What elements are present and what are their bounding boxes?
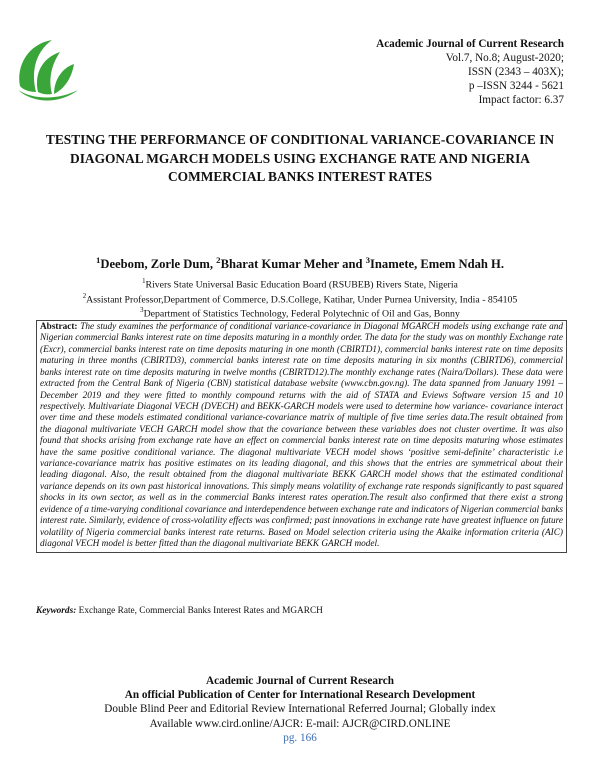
affiliation-3: $^3$Department of Statistics Technology, Federal Polytechnic of Oil and Gas, Bonny <box>140 307 460 320</box>
journal-volume: Vol.7, No.8; August-2020; <box>445 52 564 64</box>
journal-issn: ISSN (2343 – 403X); <box>467 66 564 78</box>
journal-pissn: p –ISSN 3244 - 5621 <box>468 80 564 92</box>
journal-info <box>376 37 564 107</box>
author-list: $^1$Deebom, Zorle Dum, $^2$Bharat Kumar Meher and $^3$Inamete, Emem Ndah H. <box>95 255 505 272</box>
journal-logo <box>14 34 84 104</box>
abstract-text: The study examines the performance of conditional variance-covariance in Diagonal MGARCH models using exchange rate and Nigerian commercial Banks interest rate on time deposits maturing in a monthly order. The data for the study was on monthly Exchange rate (Excr), commercial banks interest rate on time deposits maturing in one month (CBIRTD1), commercial banks interest rate on time deposits maturing in three months (CBIRTD3), commercial banks interest rate on time deposits maturing in six months (CBIRTD6), commercial banks interest rate on time deposits maturing in twelve months (CBIRTD12).The monthly exchange rates (Naira/Dollars). These data were extracted from the Central Bank of Nigeria (CBN) statistical database website (www.cbn.gov.ng). The data spanned from January 1991 – December 2019 and they were fitted to monthly compound returns with the aid of STATA and Eviews Software version 15 and 10 respectively. Multivariate Diagonal VECH (DVECH) and BEKK-GARCH models were used to determine how variance- covariance interact over time and these models estimated conditional variance-covariance matrix of multiple of five time series data.The result obtained from the diagonal multivariate VECH GARCH model show that the covariance between these variables does not cluster overtime. It was also found that shocks arising from exchange rate have an effect on commercial banks interest rate on time deposits maturing whose estimates have the same positive conditional variance. The diagonal multivariate VECH model shows ‘positive semi-definite’ characteristic i.e variance-covariance matrix has positive estimates on its leading diagonal, and this shows that the entries are symmetrical about their leading diagonal. Also, the result obtained from the diagonal multivariate BEKK GARCH model shows that the estimated conditional variance depends on its own past historical innovations. This simply means volatility of exchange rate responds significantly to past squared shocks in its own sector, as well as in the commercial Banks interest rates operation.The result also confirmed that there exist a strong evidence of a time-varying conditional covariance and interdependence between exchange rate and indicators of Nigerian commercial banks interest rate. Similarly, evidence of cross-volatility effects was confirmed; past innovations in exchange rate have greatest influence on future volatility of Nigeria commercial banks interest rate returns. Based on Model selection criteria using the Akaike information criteria (AIC) diagonal VECH model is better fitted than the diagonal multivariate BEKK GARCH model. <box>40 322 564 550</box>
affiliation-2: $^2$Assistant Professor,Department of Commerce, D.S.College, Katihar, Under Purnea University, India - 854105 <box>82 293 518 306</box>
footer-publisher: An official Publication of Center for International Research Development <box>124 689 476 702</box>
keywords-label: Keywords <box>36 606 74 616</box>
journal-impact-factor: Impact factor: 6.37 <box>478 94 564 106</box>
keywords-text: Exchange Rate, Commercial Banks Interest Rates and MGARCH <box>78 606 323 616</box>
author-1: Deebom, Zorle Dum, <box>100 257 217 272</box>
paper-title: TESTING THE PERFORMANCE OF CONDITIONAL VARIANCE-COVARIANCE IN DIAGONAL MGARCH MODELS USING EXCHANGE RATE AND NIGERIA COMMERCIAL BANKS INTEREST RATES <box>45 132 555 184</box>
footer-review-note: Double Blind Peer and Editorial Review International Referred Journal; Globally index <box>104 703 496 716</box>
author-3: Inamete, Emem Ndah H. <box>370 257 505 272</box>
footer-contact: Available www.cird.online/AJCR: E-mail: AJCR@CIRD.ONLINE <box>149 717 451 730</box>
footer-journal-name: Academic Journal of Current Research <box>206 675 394 687</box>
author-2: Bharat Kumar Meher and <box>220 257 366 272</box>
page-number: pg. 166 <box>283 731 317 744</box>
logo-swoosh-leaf <box>54 64 74 94</box>
abstract-box <box>36 320 567 553</box>
keywords-line: Keywords: Exchange Rate, Commercial Banks Interest Rates and MGARCH <box>36 606 323 616</box>
page-footer <box>0 674 600 745</box>
journal-name: Academic Journal of Current Research <box>376 38 564 50</box>
abstract-label: Abstract: <box>40 322 78 332</box>
affiliation-1: $^1$Rivers State Universal Basic Education Board (RSUBEB) Rivers State, Nigeria <box>142 278 458 291</box>
